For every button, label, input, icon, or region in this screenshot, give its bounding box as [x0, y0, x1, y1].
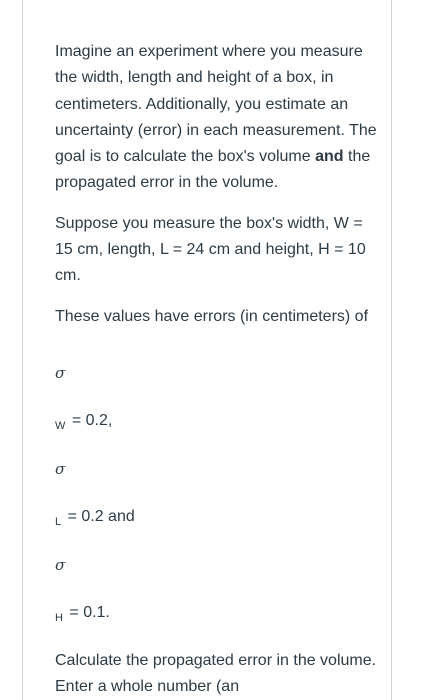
intro-bold-text: and — [315, 148, 344, 166]
error-l — [55, 504, 381, 530]
sigma-symbol-w: σ — [55, 363, 66, 382]
subscript-h: H — [55, 611, 63, 624]
intro-paragraph — [55, 39, 381, 197]
question-body — [55, 39, 381, 700]
error-w — [55, 408, 381, 434]
intro-text-2: the propagated error in the volume. — [55, 148, 371, 192]
final-instruction-paragraph: Calculate the propagated error in the volume. Enter a whole number (an — [55, 651, 377, 696]
measurements-paragraph: Suppose you measure the box's width, W = 15 cm, length, L = 24 cm and height, H = 10 cm. — [55, 214, 366, 285]
errors-intro-paragraph: These values have errors (in centimeters) of — [55, 307, 369, 325]
subscript-w: W — [55, 419, 66, 432]
error-w-value: = 0.2, — [67, 411, 113, 429]
error-l-value: = 0.2 and — [63, 507, 135, 525]
sigma-symbol-h: σ — [55, 555, 66, 574]
error-h — [55, 600, 381, 626]
question-card — [22, 0, 392, 700]
subscript-l: L — [55, 515, 62, 528]
error-h-value: = 0.1. — [64, 603, 110, 621]
sigma-symbol-l: σ — [55, 459, 66, 478]
intro-text-1: Imagine an experiment where you measure the width, length and height of a box, in centimeters. Additionally, you estimate an uncertainty (error) in each measurement. The goal is to calculate the box's volume — [55, 43, 377, 166]
